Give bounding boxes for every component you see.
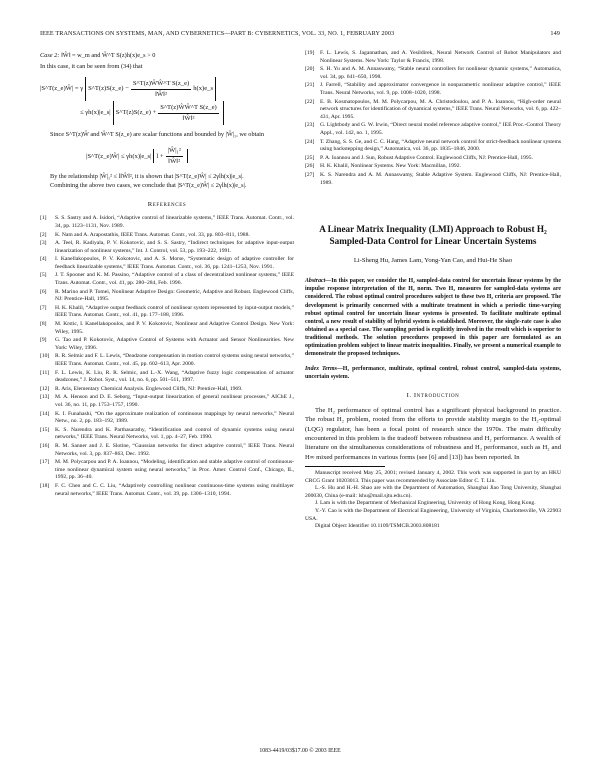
abstract-lead: Abstract—: [305, 278, 332, 285]
footnotes: [305, 470, 561, 531]
eq3-fraction: [166, 146, 183, 167]
reference-number: [18]: [40, 482, 50, 489]
reference-number: [1]: [40, 215, 47, 222]
reference-item: [305, 139, 561, 154]
reference-text: J. Farrell, “Stability and approximator convergence in nonparametric nonlinear adaptive control,” IEEE Trans. Neural Networks, vol. 9, pp. 1008–1020, 1998.: [320, 82, 561, 96]
reference-item: [40, 305, 294, 320]
eq2-lhs: ≤ γh(x)|e_s|: [80, 109, 111, 117]
reference-text: E. B. Kosmatopoulos, M. M. Polycarpou, M. A. Christodoulou, and P. A. Ioannou, “High-order neural network structures for identification of dynamical systems,” IEEE Trans. Neural Networks, vol. 6, pp. 422–431, Apr. 1995.: [320, 98, 561, 120]
eq1-lhs: |S^T(z_e)Ŵ| = γ: [40, 85, 84, 93]
references-list-left: [40, 215, 294, 498]
reference-text: R. Marino and P. Tomei, Nonlinear Adaptive Design: Geometric, Adaptive and Robust. Englewood Cliffs, NJ: Prentice-Hall, 1995.: [55, 288, 294, 303]
reference-item: [40, 232, 294, 240]
reference-number: [6]: [40, 288, 47, 295]
eq3-lhs: |S^T(z_e)Ŵ| ≤ γh(x)|e_s|: [86, 152, 152, 160]
reference-number: [10]: [40, 353, 50, 360]
column-gap: [305, 188, 561, 224]
reference-text: F. L. Lewis, K. Liu, R. R. Selmic, and L.-X. Wang, “Adaptive fuzzy logic compensation of actuator deadzones,” J. Robot. Syst., vol. 14, no. 6, pp. 501–511, 1997.: [55, 369, 294, 384]
references-heading: References: [147, 201, 187, 209]
paragraph-conclusion: Combining the above two cases, we conclude that |S^T(z_e)Ŵ| ≤ 2γlh(x)|e_s|.: [50, 181, 247, 189]
section-heading-introduction: I. Introduction: [406, 391, 460, 399]
reference-number: [19]: [305, 50, 315, 56]
reference-text: P. A. Ioannou and J. Sun, Robust Adaptive Control. Englewood Cliffs, NJ: Prentice-Hall, 1995.: [320, 154, 533, 161]
reference-item: [40, 483, 294, 498]
reference-text: J. T. Spooner and K. M. Passino, “Adaptive control of a class of decentralized nonlinear systems,” IEEE Trans. Automat. Contr., vol. 41, pp. 280–284, Feb. 1996.: [55, 272, 294, 287]
abs-bar-right: [215, 77, 216, 101]
reference-number: [7]: [40, 304, 47, 311]
case2-condition: ‖Ŵ‖ = w_m and Ŵ^T S(z)h(x)e_s > 0: [61, 52, 156, 59]
reference-number: [16]: [40, 442, 50, 449]
reference-number: [14]: [40, 410, 50, 417]
reference-item: [40, 272, 294, 287]
reference-text: A. Teel, R. Kadiyala, P. V. Kokotovic, and S. S. Sastry, “Indirect techniques for adaptive input-output linearization of nonlinear systems,” Int. J. Control, vol. 53, pp. 193–222, 1991.: [55, 240, 294, 254]
footnote-divider: [305, 466, 385, 467]
reference-text: K. S. Narendra and A. M. Annaswamy, Stable Adaptive System. Englewood Cliffs, NJ: Prentice-Hall, 1989.: [320, 171, 561, 186]
reference-number: [13]: [40, 394, 50, 401]
reference-text: T. Zhang, S. S. Ge, and C. C. Hang, “Adaptive neural network control for strict-feedback nonlinear systems using backstepping design,” Automatica, vol. 36, pp. 1835–1846, 2000.: [320, 138, 561, 153]
article-title: A Linear Matrix Inequality (LMI) Approach to Robust H₂ Sampled-Data Control for Linear Uncertain Systems: [319, 224, 547, 247]
reference-number: [11]: [40, 369, 50, 376]
eq3-fraction-numerator: |Ŵ|₁²: [166, 146, 183, 157]
equation-row-1: [40, 77, 294, 101]
reference-text: K. I. Funahashi, “On the approximate realization of continuous mappings by neural networks,” Neural Netw., no. 2, pp. 183–192, 1989.: [55, 410, 294, 425]
reference-text: G. Lightbody and G. W. Irwin, “Direct neural model reference adaptive control,” IEE Proc.-Control Theory Appl., vol. 142, no. 1, 1995.: [320, 122, 561, 136]
eq2-fraction-denominator: ‖Ŵ‖²: [182, 114, 195, 122]
reference-item: [305, 82, 561, 97]
abs-bar-right: [223, 101, 224, 125]
reference-number: [17]: [40, 459, 50, 466]
paren-right: [187, 149, 188, 163]
reference-item: [305, 122, 561, 137]
eq1-fraction-numerator: S^T(z)ŴŴ^T S(z_e): [131, 79, 191, 90]
reference-item: [40, 353, 294, 368]
reference-number: [24]: [305, 138, 315, 145]
reference-item: [305, 155, 561, 163]
eq1-fraction: [131, 79, 191, 100]
index-terms: [305, 365, 561, 381]
index-terms-text: H₂ performance, multirate, optimal control, robust control, sampled-data systems, uncertain system.: [305, 365, 561, 380]
right-column: [305, 50, 561, 531]
eq2-term-a: S^T(z)S(z_e) +: [115, 109, 157, 117]
reference-text: H. K. Khalil, “Adaptive output feedback control of nonlinear system represented by input-output models,” IEEE Trans. Automat. Contr., vol. 41, pp. 177–188, 1996.: [55, 304, 294, 319]
reference-item: [40, 443, 294, 458]
reference-text: K. Nam and A. Arapostathis, IEEE Trans. Automat. Contr., vol. 33, pp. 803–811, 1988.: [55, 231, 250, 238]
reference-item: [40, 289, 294, 304]
references-list-right: [305, 50, 561, 187]
reference-number: [20]: [305, 66, 315, 73]
eq2-fraction-numerator: S^T(z)ŴŴ^T S(z_e): [158, 103, 218, 114]
reference-text: K. S. Narendra and K. Parthasarathy, “Identification and control of dynamic systems using neural networks,” IEEE Trans. Neural Networks, vol. 1, pp. 4–27, Feb. 1990.: [55, 426, 294, 441]
reference-item: [40, 337, 294, 352]
reference-item: [40, 240, 294, 255]
reference-item: [40, 386, 294, 394]
page-number: 149: [550, 30, 560, 37]
case2-text: In this case, it can be seen from (34) that: [40, 62, 143, 70]
reference-text: F. L. Lewis, S. Jagannathan, and A. Yesildirek, Neural Network Control of Robot Manipulators and Nonlinear Systems. New York: Taylor & Francis, 1998.: [320, 50, 561, 64]
reference-item: [40, 370, 294, 385]
reference-item: [305, 66, 561, 81]
reference-text: S. S. Sastry and A. Isidori, “Adaptive control of linearizable systems,” IEEE Trans. Automat. Contr., vol. 34, pp. 1123–1131, Nov. 1989.: [55, 215, 294, 229]
running-header: [40, 30, 560, 42]
abs-bar-left: [113, 101, 114, 125]
reference-text: R. R. Selmic and F. L. Lewis, “Deadzone compensation in motion control systems using neural networks,” IEEE Trans. Automat. Contr., vol. 45, pp. 602–613, Apr. 2000.: [55, 353, 294, 367]
reference-number: [2]: [40, 231, 47, 238]
reference-item: [40, 394, 294, 409]
reference-number: [26]: [305, 163, 315, 170]
abstract: [305, 277, 561, 358]
footnote: Digital Object Identifier 10.1109/TSMCB.2003.808181: [315, 523, 440, 530]
reference-item: [305, 50, 561, 65]
eq3-paren: l +: [156, 152, 164, 160]
journal-running-title: IEEE TRANSACTIONS ON SYSTEMS, MAN, AND CYBERNETICS—PART B: CYBERNETICS, VOL. 33, NO. 1, FEBRUARY 2003: [40, 30, 395, 37]
reference-number: [4]: [40, 256, 47, 263]
reference-text: I. Kanellakopoulos, P. V. Kokotovic, and A. S. Morse, “Systematic design of adaptive controller for feedback linearizable systems,” IEEE Trans. Automat. Contr., vol. 36, pp. 1241–1253, Nov. 1991.: [55, 256, 294, 270]
equation-row-3: [86, 146, 294, 167]
reference-text: M. A. Henson and D. E. Seborg, “Input-output linearization of general nonlinear processes,” AIChE J., vol. 36, no. 11, pp. 1753–1757, 1990.: [55, 394, 294, 408]
eq1-fraction-denominator: ‖Ŵ‖²: [155, 90, 167, 98]
reference-number: [21]: [305, 82, 315, 89]
case2-line: [40, 52, 294, 61]
reference-number: [12]: [40, 385, 50, 392]
paragraph-scalar-bound: Since S^T(z)Ŵ and Ŵ^T S(z_e) are scalar functions and bounded by |Ŵ|₁, we obtain: [50, 131, 265, 139]
reference-item: [40, 427, 294, 442]
reference-text: G. Tao and P. Kokotovic, Adaptive Control of Systems with Actuator and Sensor Nonlinearities. New York: Wiley, 1996.: [55, 337, 294, 351]
reference-text: F. C. Chen and C. C. Liu, “Adaptively controlling nonlinear continuous-time systems using multilayer neural networks,” IEEE Trans. Automat. Contr., vol. 39, pp. 1306–1310, 1994.: [55, 482, 294, 497]
equation-row-2: [40, 101, 294, 125]
reference-item: [305, 163, 561, 171]
reference-item: [40, 215, 294, 230]
reference-number: [15]: [40, 426, 50, 433]
equation-block-1: [40, 77, 294, 125]
reference-text: M. M. Polycarpou and P. A. Ioannou, “Modeling, identification and stable adaptive control of continuous-time nonlinear dynamical system using neural networks,” in Proc. Amer. Control Conf., Chicago, IL, 1992, pp. 36–40.: [55, 459, 294, 481]
reference-text: R. M. Sanner and J. E. Slotine, “Gaussian networks for direct adaptive control,” IEEE Trans. Neural Networks, vol. 3, pp. 837–863, Dec. 1992.: [55, 442, 294, 457]
reference-number: [22]: [305, 98, 315, 105]
reference-text: H. K. Khalil, Nonlinear Systems. New York: Macmillan, 1992.: [320, 163, 461, 170]
reference-number: [9]: [40, 337, 47, 344]
footnote: L.-S. Hu and H.-H. Shao are with the Department of Automation, Shanghai Jiao Tong University, Shanghai 200030, China (e-mail: lshu@mail.sjtu.edu.cn).: [305, 485, 561, 499]
footnote: Manuscript received May 25, 2001; revised January 4, 2002. This work was supported in part by an HKU CRCG Grant 10203013. This paper was recommended by Associate Editor C. T. Lin.: [305, 470, 561, 484]
reference-text: M. Krstic, I. Kanellakopoulos, and P. V. Kokotovic, Nonlinear and Adaptive Control Design. New York: Wiley, 1995.: [55, 321, 294, 335]
reference-number: [5]: [40, 272, 47, 279]
abs-bar-left: [85, 77, 86, 101]
case2-label: Case 2:: [40, 52, 60, 59]
paren-left: [153, 149, 154, 163]
left-column: [40, 50, 294, 499]
reference-number: [23]: [305, 122, 315, 129]
reference-item: [40, 321, 294, 336]
reference-number: [27]: [305, 171, 315, 178]
introduction-paragraph: The H₂ performance of optimal control has a significant physical background in practice. The robust H₂ problem, rooted from the efforts to provide stability margin to the H₂-optimal (LQG) regulator, has been a focal point of research since the 1970s. The main difficulty encountered in this problem is the tradeoff between robustness and H₂ performance. A wealth of literature on the simultaneous considerations of robustness and H₂ performance, such as H₂ and H∞ mixed performances in various forms (see [6] and [13]) has been reported. In: [305, 406, 561, 461]
reference-item: [40, 459, 294, 482]
reference-text: S. H. Yu and A. M. Annaswamy, “Stable neural controllers for nonlinear dynamic systems,” Automatica, vol. 34, pp. 641–650, 1998.: [320, 66, 561, 80]
article-authors: Li-Sheng Hu, James Lam, Yong-Yan Cao, and Hui-He Shao: [353, 257, 513, 264]
copyright-footer: 1083-4419/03$17.00 © 2003 IEEE: [259, 748, 341, 754]
footnote: J. Lam is with the Department of Mechanical Engineering, University of Hong Kong, Hong Kong.: [315, 500, 536, 507]
abstract-text: In this paper, we consider the H₂ sampled-data control for uncertain linear systems by the impulse response interpretation of the H₂ norm. Two H₂ measures for sampled-data systems are considered. The robust optimal control procedures subject to these two H₂ criteria are proposed. The development is primarily concerned with a multirate treatment in which a periodic time-varying robust optimal control for uncertain linear systems is presented. To facilitate multirate optimal control, a new result of stability of hybrid system is established. Moreover, the single-rate case is also obtained as a special case. The sampling period is explicitly involved in the result which is superior to traditional methods. The solution procedures proposed in this paper are formulated as an optimization problem subject to linear matrix inequalities. Finally, we present a numerical example to demonstrate the proposed techniques.: [305, 278, 561, 358]
reference-text: R. Aris, Elementary Chemical Analysis. Englewood Cliffs, NJ: Prentice-Hall, 1969.: [55, 385, 243, 392]
reference-item: [40, 411, 294, 426]
reference-item: [305, 172, 561, 187]
eq1-term-a: S^T(z)S(z_e) −: [88, 85, 129, 93]
reference-item: [305, 99, 561, 122]
reference-number: [25]: [305, 154, 315, 161]
eq1-term-b: h(x)e_s: [193, 85, 214, 93]
footnote: Y.-Y. Cao is with the Department of Electrical Engineering, University of Virginia, Charlottesville, VA 22903 USA.: [305, 508, 561, 522]
reference-item: [40, 256, 294, 271]
paragraph-relationship: By the relationship |Ŵ|₁² ≤ l‖Ŵ‖², it is shown that |S^T(z_e)Ŵ| ≤ 2γlh(x)|e_s|.: [50, 172, 244, 180]
index-terms-lead: Index Terms—: [305, 365, 343, 372]
eq2-fraction: [158, 103, 218, 124]
equation-block-2: [40, 146, 294, 167]
eq3-fraction-denominator: ‖Ŵ‖²: [168, 157, 181, 165]
reference-number: [3]: [40, 240, 47, 247]
reference-number: [8]: [40, 321, 47, 328]
